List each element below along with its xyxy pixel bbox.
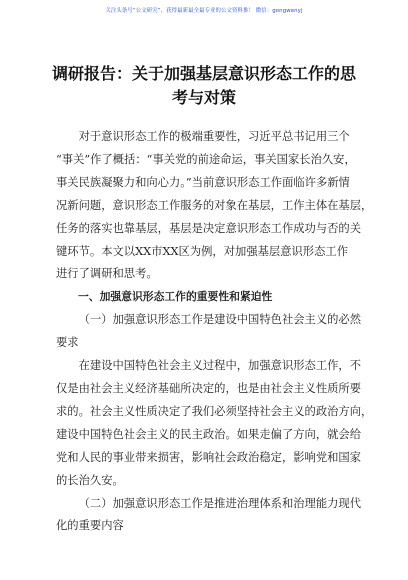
subsection-heading-1	[56, 309, 362, 355]
text-line: 化的重要内容	[56, 519, 124, 533]
text-line: 仅是由社会主义经济基础所决定的，也是由社会主义性质所要	[56, 381, 362, 395]
subsection-heading-2	[56, 493, 362, 539]
text-line: “事关”作了概括：“事关党的前途命运，事关国家长治久安，	[56, 152, 356, 166]
text-line: 建设中国特色社会主义的民主政治。如果走偏了方向，就会给	[56, 427, 362, 441]
document-title	[40, 62, 368, 110]
text-line: 事关民族凝聚力和向心力。”当前意识形态工作面临许多新情	[56, 175, 350, 189]
text-line: 对于意识形态工作的极端重要性，习近平总书记用三个	[78, 130, 350, 143]
title-line-2: 考与对策	[171, 88, 236, 107]
text-line: 键环节。本文以XX市XX区为例，对加强基层意识形态工作	[56, 244, 349, 258]
section-heading: 一、加强意识形态工作的重要性和紧迫性	[78, 290, 273, 304]
text-line: 进行了调研和思考。	[56, 267, 158, 281]
text-line: （二）加强意识形态工作是推进治理体系和治理能力现代	[78, 496, 362, 510]
title-line-1: 调研报告：关于加强基层意识形态工作的思	[51, 64, 356, 83]
header-banner: 关注头条号“公文研究”，获得最新最全最专业的公文资料推！ 微信：gongwenyj	[105, 8, 303, 14]
text-line: 求的。社会主义性质决定了我们必须坚持社会主义的政治方向，	[56, 404, 373, 418]
text-line: （一）加强意识形态工作是建设中国特色社会主义的必然	[78, 313, 362, 327]
text-line: 党和人民的事业带来损害，影响社会政治稳定，影响党和国家	[56, 450, 362, 464]
text-line: 要求	[56, 336, 79, 350]
text-line: 任务的落实也靠基层，基层是决定意识形态工作成功与否的关	[56, 221, 362, 235]
intro-paragraph	[56, 126, 373, 286]
body-paragraph	[56, 355, 373, 492]
document-body	[56, 126, 373, 538]
text-line: 况新问题，意识形态工作服务的对象在基层，工作主体在基层，	[56, 198, 373, 212]
text-line: 的长治久安。	[56, 473, 124, 487]
text-line: 在建设中国特色社会主义过程中，加强意识形态工作，不	[78, 359, 362, 373]
